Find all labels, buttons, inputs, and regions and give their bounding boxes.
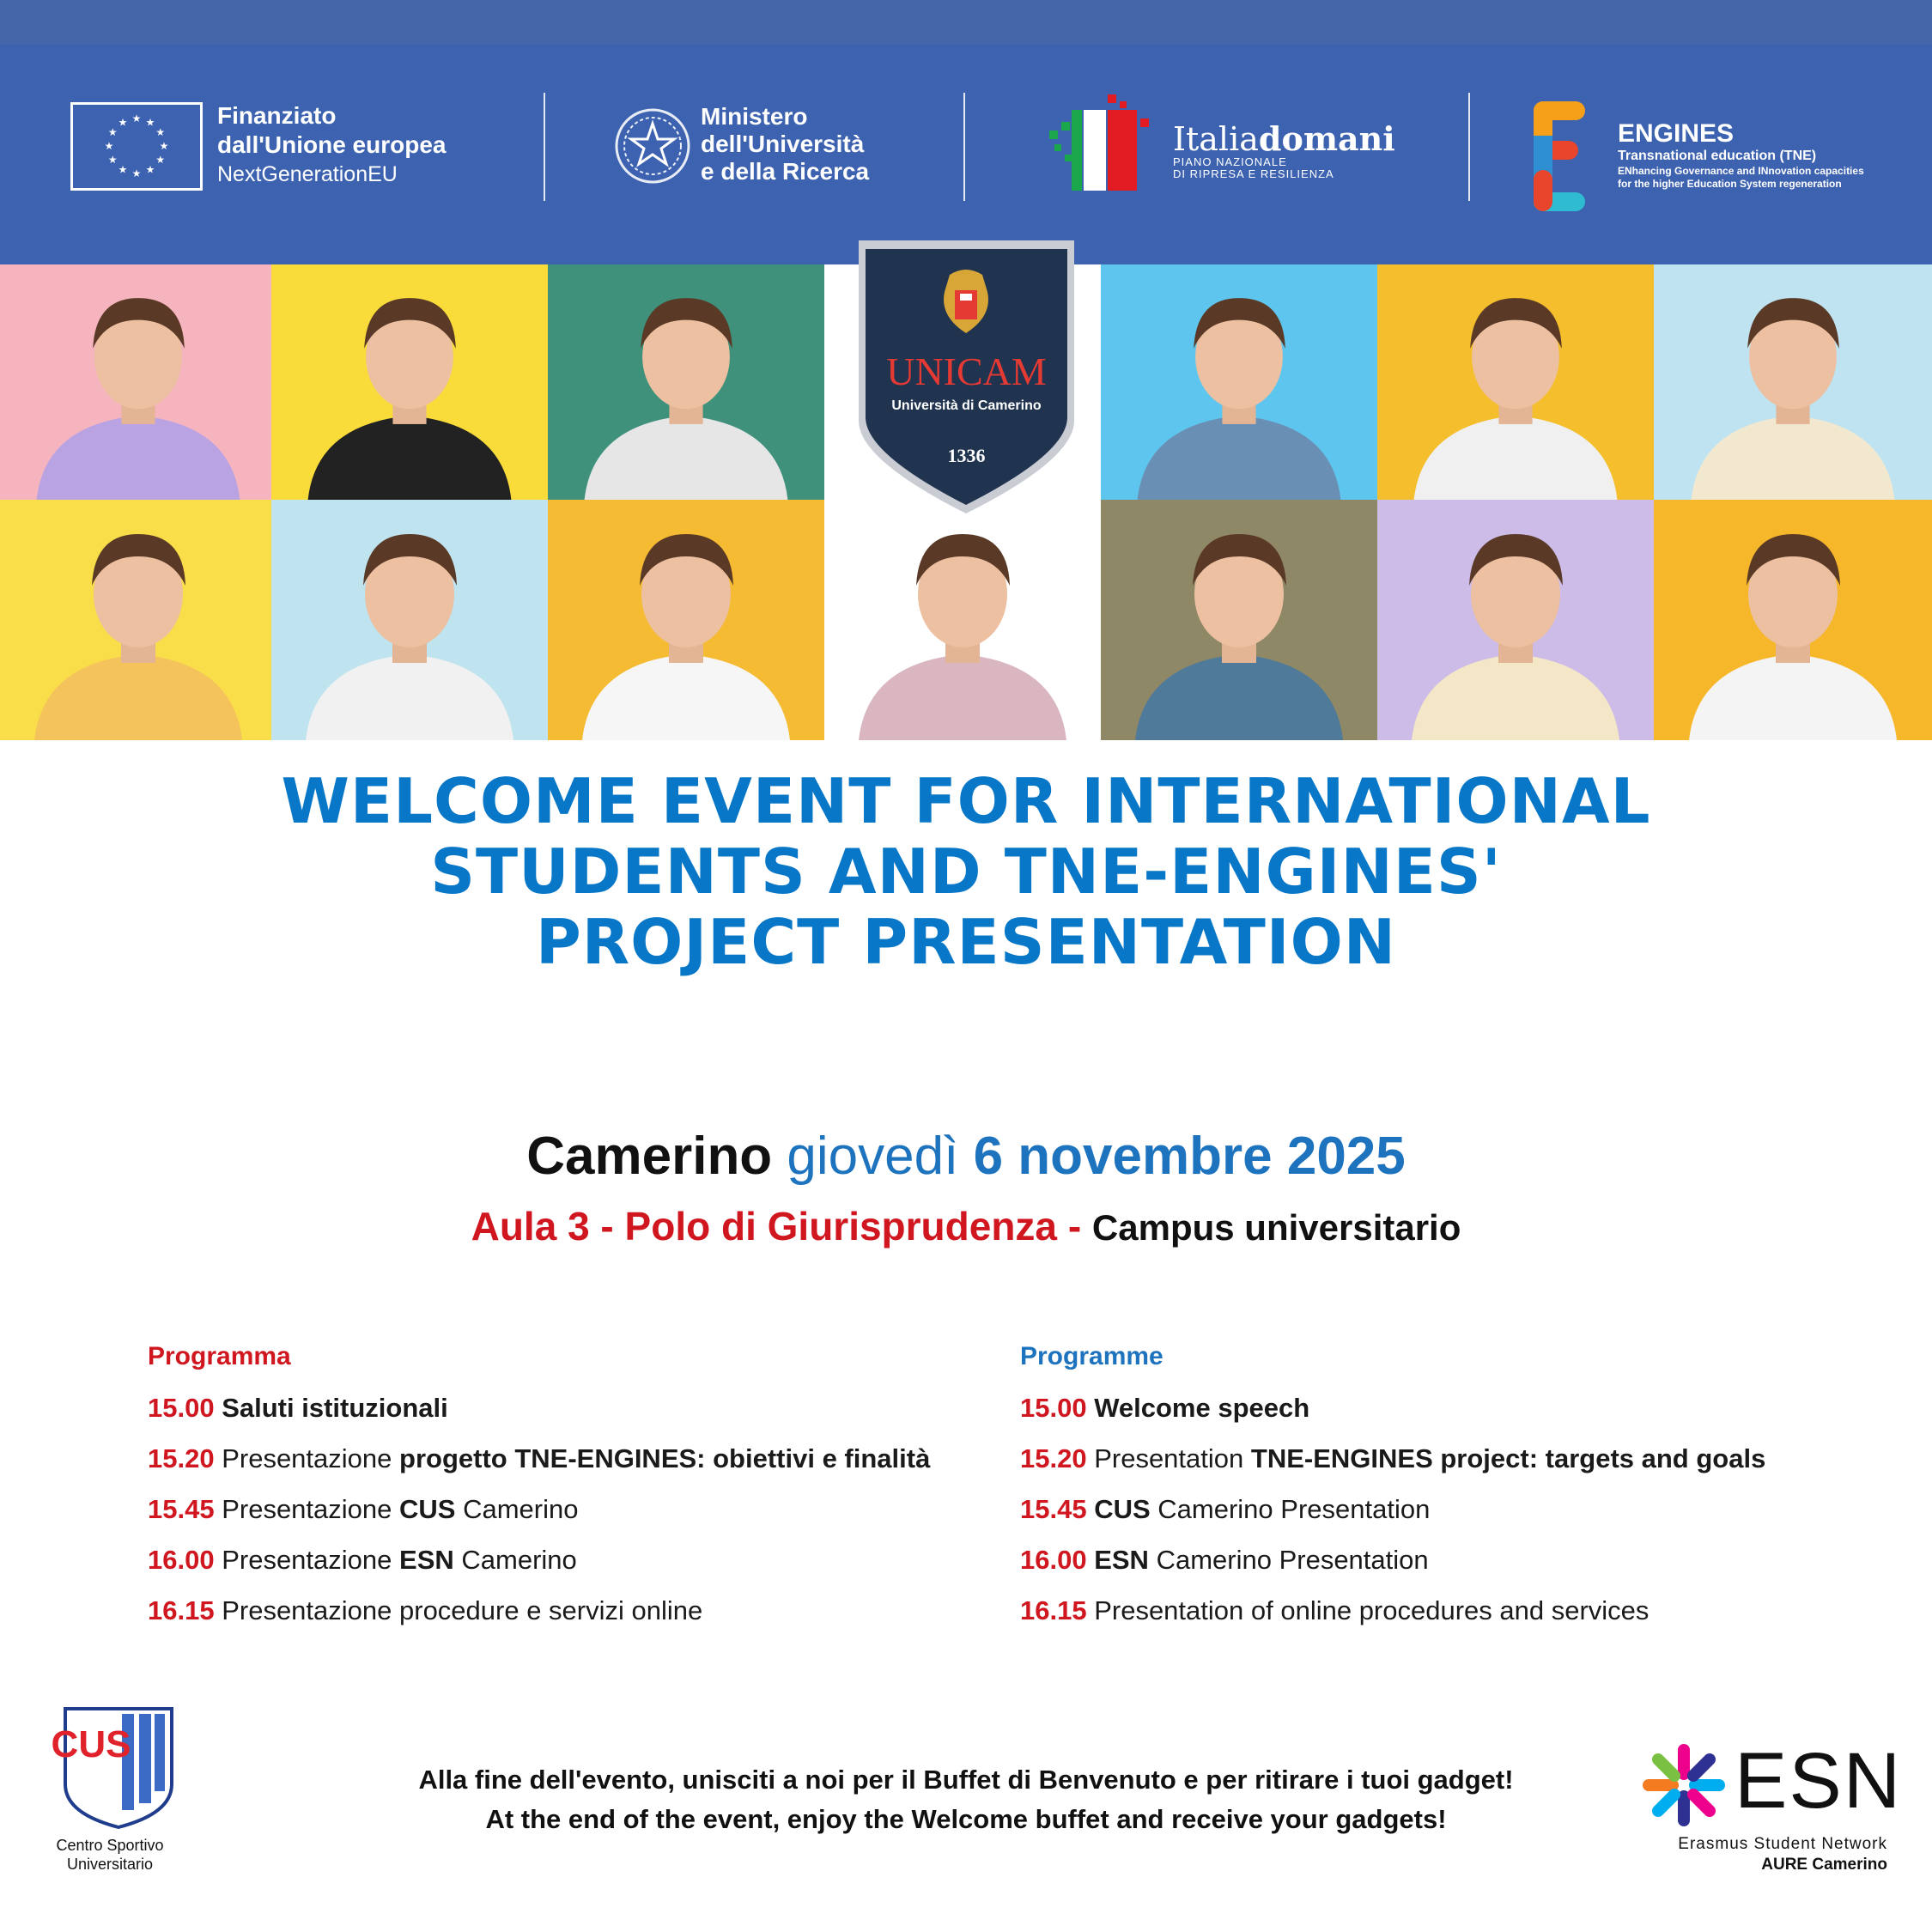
item-time: 15.20 bbox=[148, 1443, 215, 1473]
programma-heading: Programma bbox=[148, 1342, 291, 1370]
mur-line1: Ministero bbox=[701, 103, 808, 130]
eu-funding-text bbox=[217, 101, 446, 189]
eu-star: ★ bbox=[145, 163, 155, 176]
student-photo bbox=[548, 264, 824, 500]
engines-title: ENGINES bbox=[1618, 119, 1735, 148]
programme-item bbox=[148, 1491, 930, 1528]
item-text: Camerino bbox=[461, 1545, 577, 1575]
item-text: Presentation of online procedures and services bbox=[1094, 1595, 1649, 1625]
eu-flag-icon bbox=[70, 102, 203, 191]
student-photo bbox=[0, 500, 276, 740]
item-time: 15.00 bbox=[148, 1393, 215, 1423]
programme-item bbox=[1020, 1440, 1765, 1478]
eu-line2: dall'Unione europea bbox=[217, 131, 447, 158]
event-title bbox=[0, 766, 1932, 977]
esn-sub1: Erasmus Student Network bbox=[1678, 1835, 1887, 1853]
mur-line3: e della Ricerca bbox=[701, 158, 870, 185]
title-line1: WELCOME EVENT FOR INTERNATIONAL bbox=[281, 765, 1651, 837]
programma-list bbox=[148, 1389, 930, 1630]
event-dash: - bbox=[1067, 1204, 1082, 1249]
item-time: 15.20 bbox=[1020, 1443, 1087, 1473]
programme-item bbox=[148, 1592, 930, 1630]
engines-subtitle: Transnational education (TNE) bbox=[1618, 149, 1817, 163]
student-photo bbox=[271, 264, 548, 500]
title-line3: PROJECT PRESENTATION bbox=[535, 906, 1397, 978]
programme-list bbox=[1020, 1389, 1765, 1630]
item-text: Presentation bbox=[1094, 1443, 1244, 1473]
item-bold: CUS bbox=[1094, 1494, 1151, 1524]
programme-item bbox=[1020, 1491, 1765, 1528]
crest-subtitle: Università di Camerino bbox=[891, 398, 1042, 413]
student-photo bbox=[1654, 500, 1932, 740]
item-time: 16.00 bbox=[148, 1545, 215, 1575]
programme-item bbox=[1020, 1541, 1765, 1579]
programme-item bbox=[148, 1389, 930, 1427]
student-photo bbox=[0, 264, 276, 500]
cus-logo-text: CUS bbox=[51, 1723, 131, 1765]
item-bold: CUS bbox=[399, 1494, 456, 1524]
banner-divider bbox=[1468, 93, 1470, 201]
student-photo bbox=[548, 500, 824, 740]
eu-line1: Finanziato bbox=[217, 102, 337, 129]
item-time: 16.15 bbox=[148, 1595, 215, 1625]
footer-line1: Alla fine dell'evento, unisciti a noi per il Buffet di Benvenuto e per ritirare i tuoi gadget! bbox=[418, 1765, 1514, 1795]
programme-item bbox=[1020, 1389, 1765, 1427]
item-time: 16.00 bbox=[1020, 1545, 1087, 1575]
italiadomani-sub1: PIANO NAZIONALE bbox=[1173, 155, 1287, 168]
footer-line2: At the end of the event, enjoy the Welcome buffet and receive your gadgets! bbox=[485, 1804, 1447, 1834]
title-line2: STUDENTS AND TNE-ENGINES' bbox=[430, 835, 1502, 908]
event-campus: Campus universitario bbox=[1091, 1207, 1461, 1248]
crest-year: 1336 bbox=[947, 445, 986, 466]
item-bold: Welcome speech bbox=[1094, 1393, 1310, 1423]
eu-star: ★ bbox=[131, 167, 142, 179]
top-strip bbox=[0, 0, 1932, 45]
italiadomani-sub2: DI RIPRESA E RESILIENZA bbox=[1173, 167, 1334, 180]
item-time: 15.45 bbox=[1020, 1494, 1087, 1524]
student-photo bbox=[271, 500, 548, 740]
engines-desc2: for the higher Education System regeneration bbox=[1618, 178, 1842, 190]
unicam-crest bbox=[855, 240, 1078, 517]
eu-star: ★ bbox=[118, 163, 128, 176]
programma-it bbox=[148, 1338, 930, 1643]
event-date-line bbox=[0, 1127, 1932, 1187]
event-date: 6 novembre 2025 bbox=[973, 1127, 1406, 1186]
programme-item bbox=[148, 1440, 930, 1478]
engines-logo-icon bbox=[1534, 101, 1585, 211]
mur-line2: dell'Università bbox=[701, 131, 865, 157]
student-photo bbox=[1377, 500, 1654, 740]
item-bold: TNE-ENGINES project: targets and goals bbox=[1250, 1443, 1766, 1473]
programme-heading: Programme bbox=[1020, 1342, 1163, 1370]
engines-text bbox=[1618, 120, 1864, 191]
italiadomani-title-a: Italia bbox=[1173, 120, 1259, 158]
esn-wordmark: ESN bbox=[1735, 1737, 1903, 1825]
student-photo bbox=[1101, 500, 1377, 740]
italiadomani-logo-icon bbox=[1046, 93, 1163, 194]
esn-subtitle bbox=[1642, 1834, 1887, 1875]
item-text: Camerino bbox=[463, 1494, 579, 1524]
eu-star: ★ bbox=[155, 126, 166, 138]
esn-star-icon bbox=[1642, 1743, 1726, 1827]
event-venue: Aula 3 - Polo di Giurisprudenza bbox=[471, 1204, 1058, 1249]
crest-name: UNICAM bbox=[886, 349, 1047, 393]
item-text: Camerino Presentation bbox=[1156, 1545, 1429, 1575]
banner-divider bbox=[963, 93, 965, 201]
banner-divider bbox=[544, 93, 545, 201]
mur-text bbox=[701, 103, 869, 185]
item-bold: Saluti istituzionali bbox=[222, 1393, 448, 1423]
item-text: Presentazione bbox=[222, 1443, 392, 1473]
programme-en bbox=[1020, 1338, 1765, 1643]
item-text: Presentazione bbox=[222, 1494, 392, 1524]
eu-star: ★ bbox=[155, 154, 166, 166]
item-time: 16.15 bbox=[1020, 1595, 1087, 1625]
eu-star: ★ bbox=[104, 140, 114, 152]
engines-desc1: ENhancing Governance and INnovation capacities bbox=[1618, 165, 1864, 177]
cus-caption1: Centro Sportivo bbox=[56, 1837, 164, 1854]
student-photo bbox=[1654, 264, 1932, 500]
item-bold: progetto TNE-ENGINES: obiettivi e finalità bbox=[399, 1443, 931, 1473]
eu-star: ★ bbox=[118, 116, 128, 129]
italiadomani-title-b: domani bbox=[1258, 119, 1395, 158]
programme-item bbox=[1020, 1592, 1765, 1630]
cus-caption bbox=[34, 1836, 185, 1874]
eu-star: ★ bbox=[145, 116, 155, 129]
item-text: Presentazione bbox=[222, 1545, 392, 1575]
item-time: 15.00 bbox=[1020, 1393, 1087, 1423]
item-bold: ESN bbox=[399, 1545, 454, 1575]
student-photo bbox=[824, 500, 1101, 740]
cus-caption2: Universitario bbox=[66, 1856, 154, 1873]
programme-item bbox=[148, 1541, 930, 1579]
eu-star: ★ bbox=[107, 154, 118, 166]
student-photo bbox=[1101, 264, 1377, 500]
item-text: Presentazione procedure e servizi online bbox=[222, 1595, 703, 1625]
italiadomani-text bbox=[1173, 119, 1395, 180]
italiadomani-title bbox=[1173, 119, 1395, 158]
item-time: 15.45 bbox=[148, 1494, 215, 1524]
italian-emblem-icon bbox=[613, 106, 692, 185]
eu-star: ★ bbox=[131, 112, 142, 125]
item-bold: ESN bbox=[1094, 1545, 1149, 1575]
event-weekday: giovedì bbox=[787, 1127, 959, 1186]
esn-sub2: AURE Camerino bbox=[1761, 1856, 1887, 1874]
eu-line3: NextGenerationEU bbox=[217, 162, 398, 186]
event-city: Camerino bbox=[526, 1127, 773, 1186]
item-text: Camerino Presentation bbox=[1157, 1494, 1431, 1524]
student-photo bbox=[1377, 264, 1654, 500]
eu-star: ★ bbox=[159, 140, 169, 152]
eu-star: ★ bbox=[107, 126, 118, 138]
event-location-line bbox=[0, 1202, 1932, 1252]
